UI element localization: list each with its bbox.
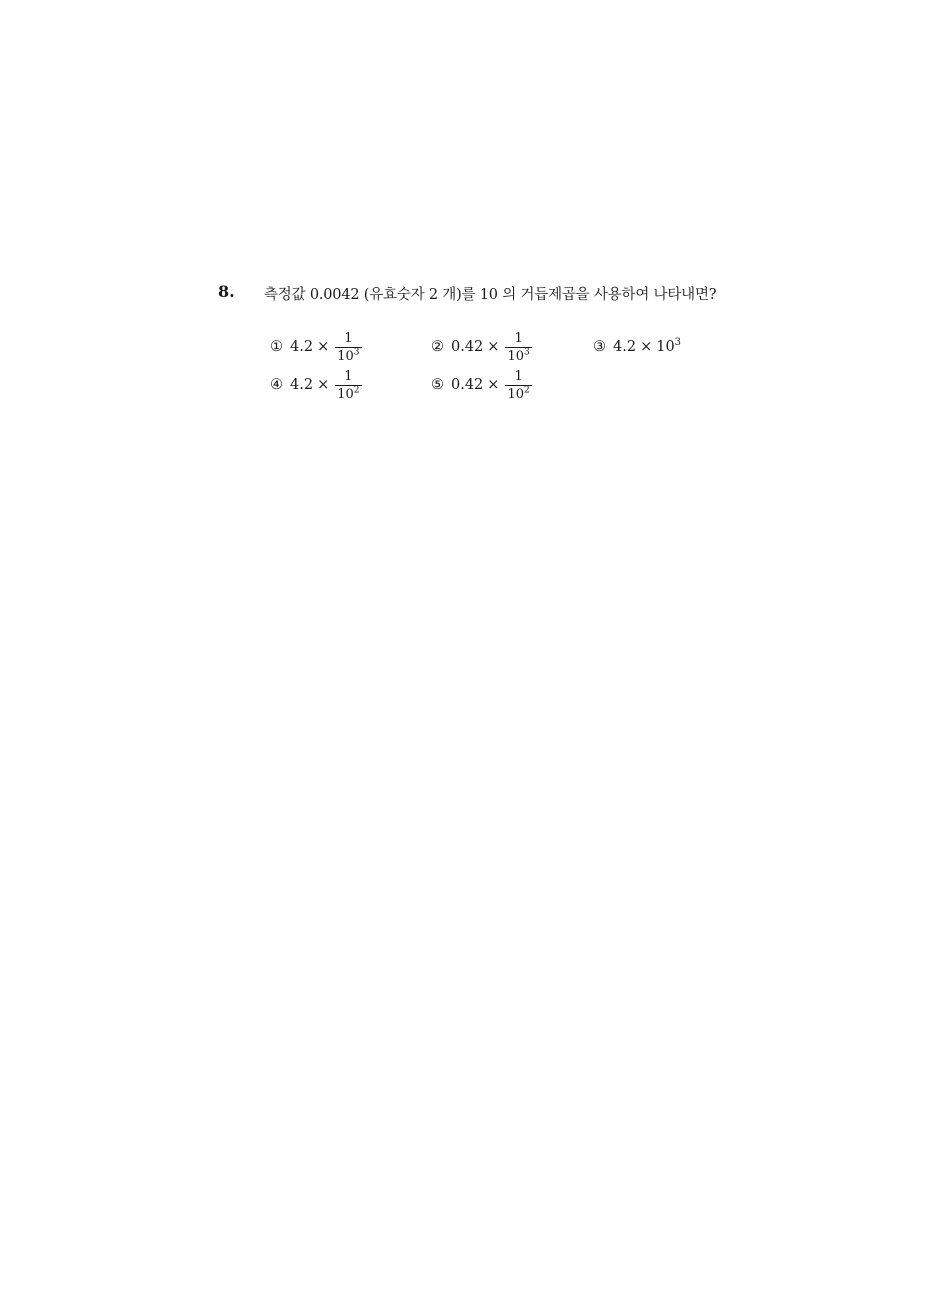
choice-3-power — [656, 339, 681, 355]
choice-4-fraction — [335, 370, 361, 401]
choice-4-marker: ④ — [270, 377, 283, 393]
choice-4-exponent: 2 — [353, 385, 360, 396]
choice-1-denominator — [335, 348, 361, 363]
choice-2-exponent: 3 — [524, 347, 530, 358]
choice-1-marker: ① — [270, 339, 283, 355]
choice-4-times: × — [317, 377, 330, 393]
choice-3-times: × — [640, 339, 653, 355]
choice-2-denominator — [505, 348, 531, 363]
choice-2-numerator: 1 — [514, 330, 523, 346]
choice-5-exponent: 2 — [524, 385, 530, 396]
choice-3-marker: ③ — [593, 339, 606, 355]
choice-1-times: × — [317, 339, 330, 355]
choice-1-numerator: 1 — [344, 330, 353, 346]
question-text: 측정값 0.0042 (유효숫자 2 개)를 10 의 거듭제곱을 사용하여 나타내면? — [264, 287, 717, 303]
choice-3[interactable] — [593, 327, 681, 367]
choice-1-fraction — [335, 332, 361, 363]
choice-5-marker: ⑤ — [431, 377, 444, 393]
choice-1-exponent: 3 — [353, 347, 360, 358]
choice-1-base: 10 — [337, 348, 354, 364]
choice-5[interactable] — [431, 365, 532, 405]
choice-5-coefficient: 0.42 — [451, 377, 484, 393]
choice-2-fraction — [505, 332, 531, 363]
choice-5-numerator: 1 — [514, 368, 523, 384]
choice-5-denominator — [505, 386, 531, 401]
choice-2-marker: ② — [431, 339, 444, 355]
choice-4-base: 10 — [337, 386, 354, 402]
choice-4-coefficient: 4.2 — [290, 377, 314, 393]
choice-4-denominator — [335, 386, 361, 401]
choice-5-base: 10 — [507, 386, 524, 402]
choice-2[interactable] — [431, 327, 532, 367]
choice-3-exponent: 3 — [674, 337, 682, 349]
choice-5-times: × — [487, 377, 500, 393]
choice-1[interactable] — [270, 327, 362, 367]
choice-2-times: × — [487, 339, 500, 355]
choice-4[interactable] — [270, 365, 362, 405]
choice-1-coefficient: 4.2 — [290, 339, 314, 355]
choice-5-fraction — [505, 370, 531, 401]
choice-3-base: 10 — [656, 339, 675, 355]
question-number: 8. — [218, 282, 235, 301]
choice-2-base: 10 — [507, 348, 524, 364]
choice-2-coefficient: 0.42 — [451, 339, 484, 355]
choice-4-numerator: 1 — [344, 368, 353, 384]
choice-3-coefficient: 4.2 — [613, 339, 637, 355]
